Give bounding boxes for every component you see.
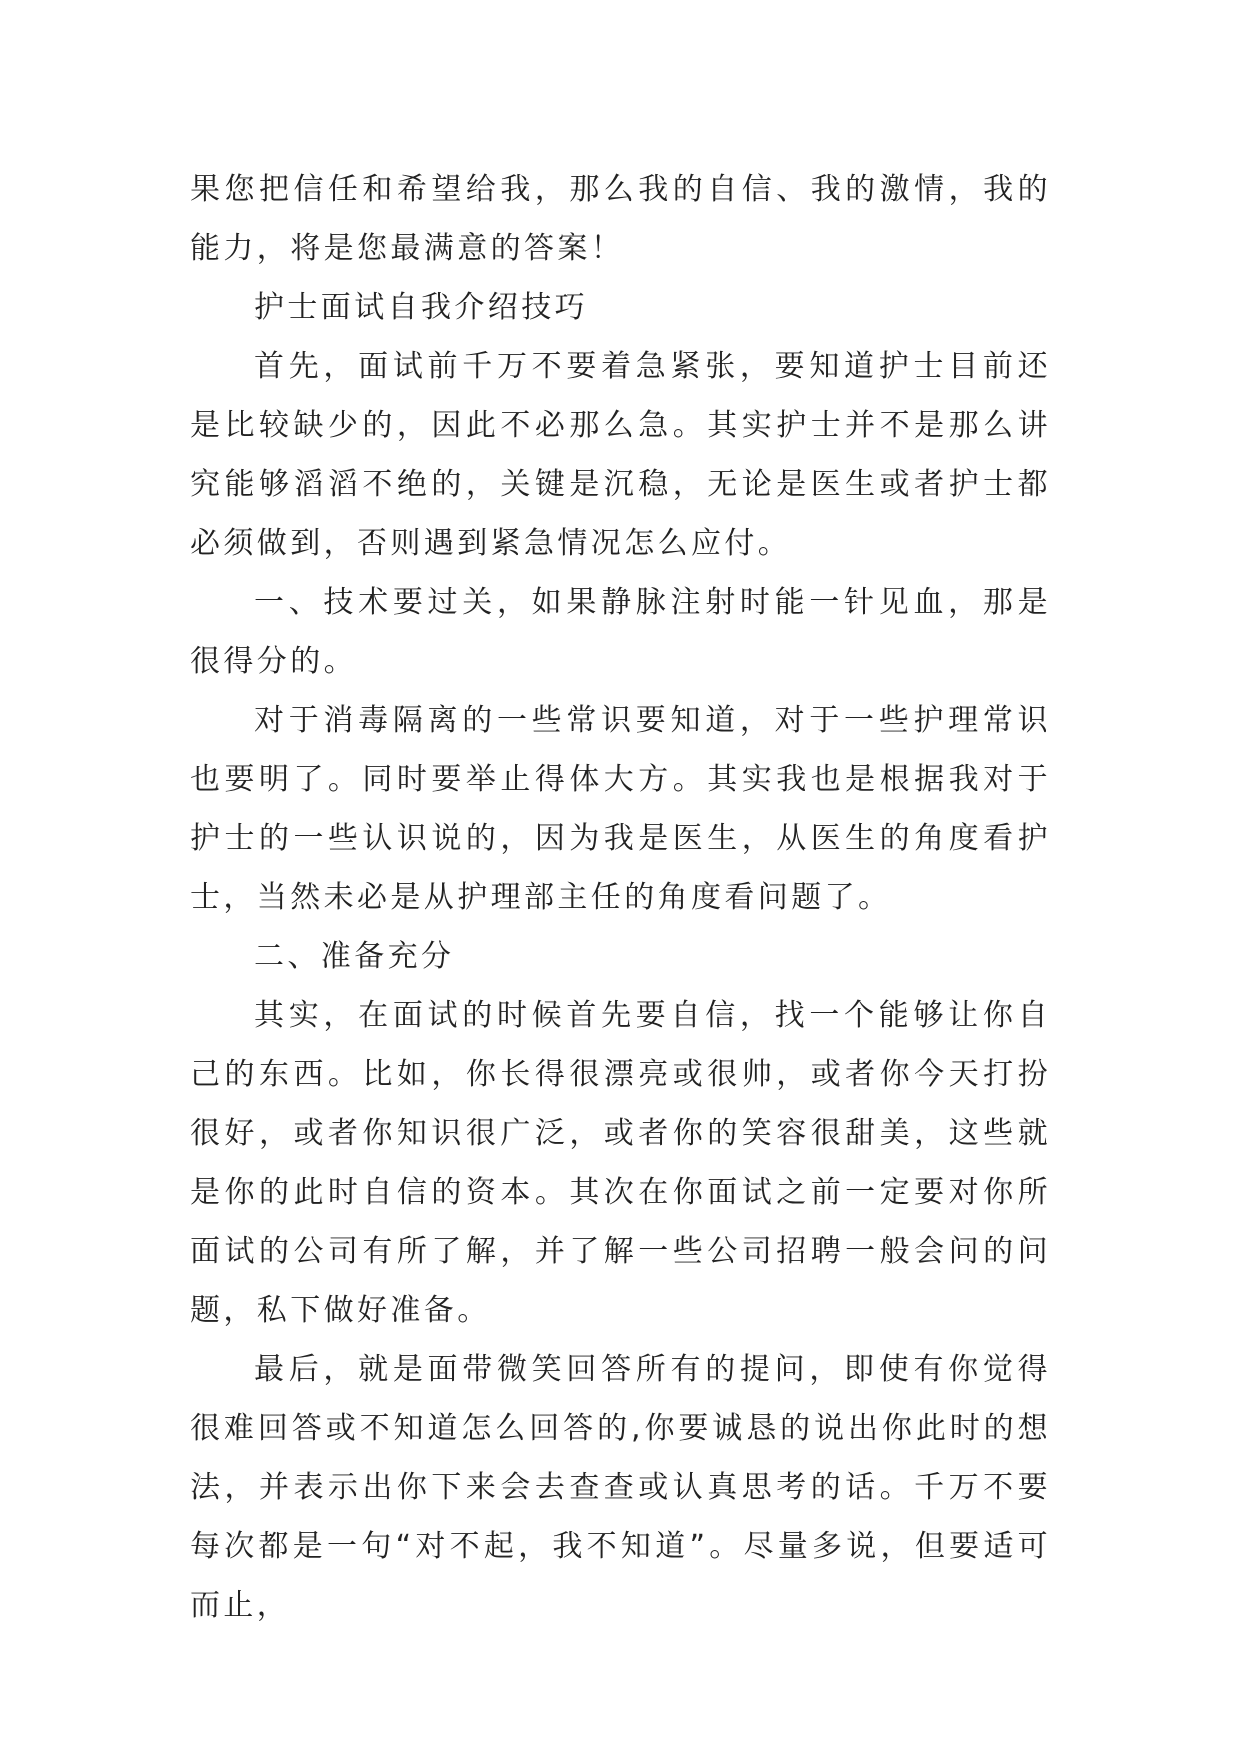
section-heading: 护士面试自我介绍技巧 bbox=[254, 290, 588, 325]
paragraph: 对于消毒隔离的一些常识要知道，对于一些护理常识也要明了。同时要举止得体大方。其实我也是根据我对于护士的一些认识说的，因为我是医生，从医生的角度看护士，当然未必是从护理部主任的角度看问题了。 bbox=[190, 703, 1051, 915]
paragraph-continuation: 果您把信任和希望给我，那么我的自信、我的激情，我的能力，将是您最满意的答案！ bbox=[190, 172, 1051, 266]
paragraph: 首先，面试前千万不要着急紧张，要知道护士目前还是比较缺少的，因此不必那么急。其实护士并不是那么讲究能够滔滔不绝的，关键是沉稳，无论是医生或者护士都必须做到，否则遇到紧急情况怎么应付。 bbox=[190, 349, 1051, 561]
paragraph: 一、技术要过关，如果静脉注射时能一针见血，那是很得分的。 bbox=[190, 585, 1051, 679]
paragraph: 其实，在面试的时候首先要自信，找一个能够让你自己的东西。比如，你长得很漂亮或很帅，或者你今天打扮很好，或者你知识很广泛，或者你的笑容很甜美，这些就是你的此时自信的资本。其次在你面试之前一定要对你所面试的公司有所了解，并了解一些公司招聘一般会问的问题，私下做好准备。 bbox=[190, 998, 1051, 1328]
document-body bbox=[190, 160, 1051, 1635]
paragraph: 最后，就是面带微笑回答所有的提问，即使有你觉得很难回答或不知道怎么回答的,你要诚恳的说出你此时的想法，并表示出你下来会去查查或认真思考的话。千万不要每次都是一句“对不起，我不知道”。尽量多说，但要适可而止， bbox=[190, 1352, 1051, 1623]
section-heading: 二、准备充分 bbox=[254, 939, 455, 974]
